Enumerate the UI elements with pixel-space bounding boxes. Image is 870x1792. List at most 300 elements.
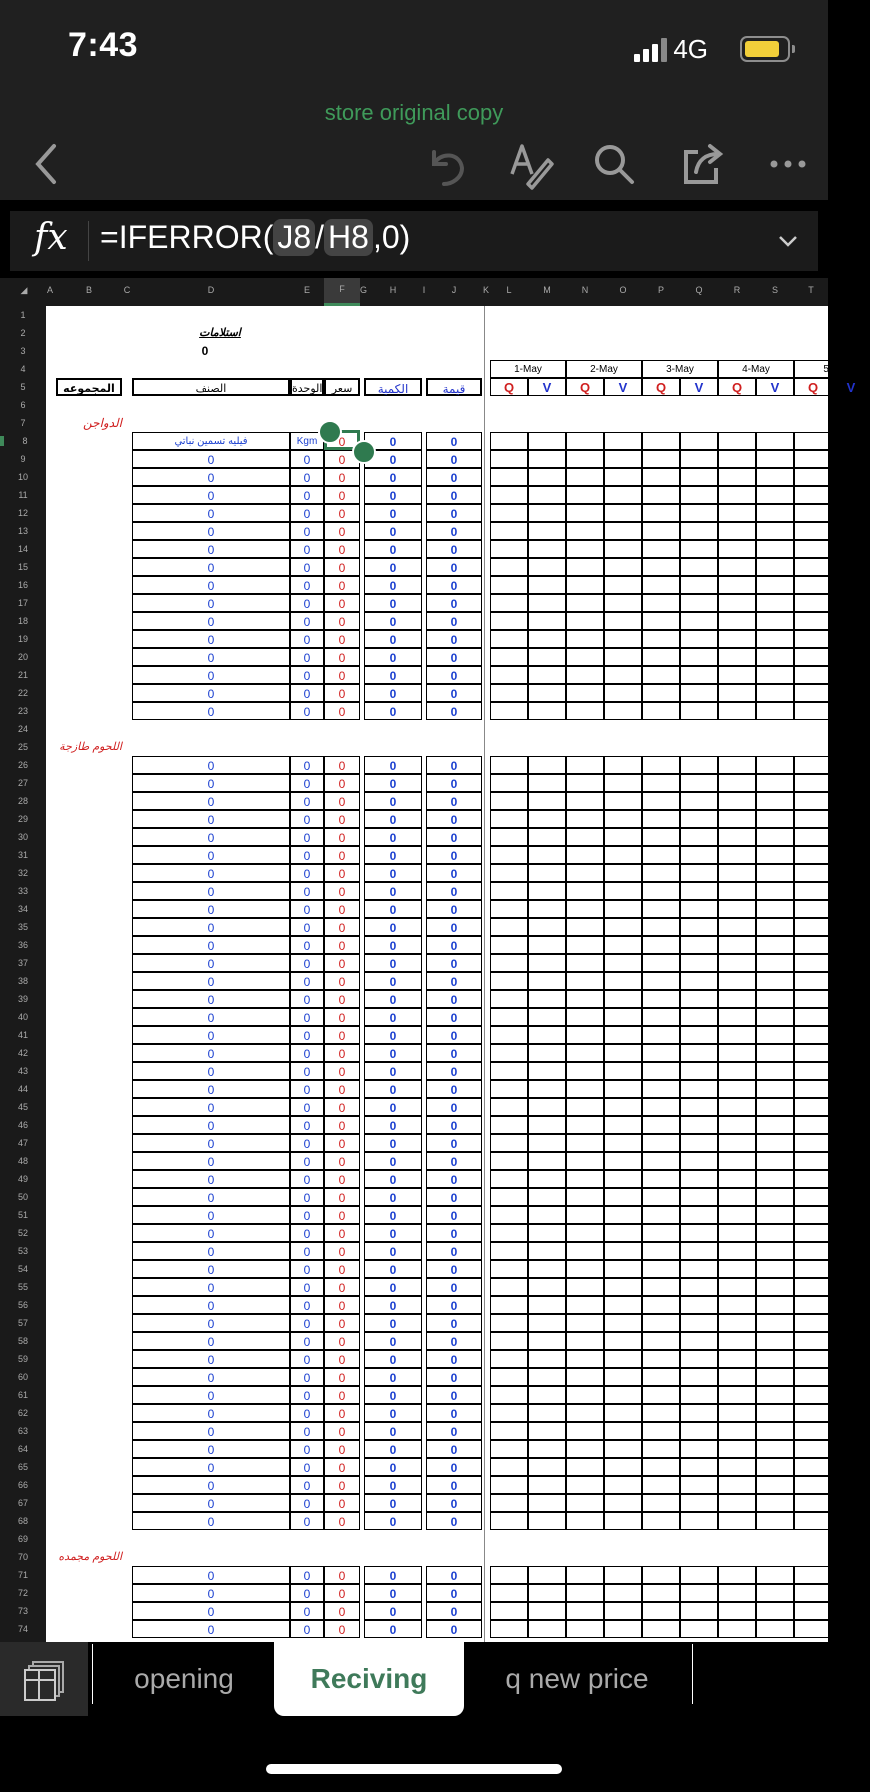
q-header[interactable]: Q: [566, 378, 604, 396]
day-cell[interactable]: [756, 486, 794, 504]
day-cell[interactable]: [680, 1206, 718, 1224]
row-header[interactable]: 41: [17, 1030, 28, 1040]
value-cell[interactable]: 0: [426, 1224, 482, 1242]
day-cell[interactable]: [756, 1422, 794, 1440]
day-cell[interactable]: [832, 1224, 870, 1242]
value-cell[interactable]: 0: [426, 1134, 482, 1152]
day-cell[interactable]: [832, 630, 870, 648]
day-cell[interactable]: [642, 486, 680, 504]
day-cell[interactable]: [604, 1494, 642, 1512]
day-cell[interactable]: [642, 1098, 680, 1116]
qty-cell[interactable]: 0: [364, 1404, 422, 1422]
day-cell[interactable]: [490, 756, 528, 774]
price-cell[interactable]: 0: [324, 468, 360, 486]
qty-cell[interactable]: 0: [364, 1620, 422, 1638]
day-cell[interactable]: [832, 1008, 870, 1026]
day-cell[interactable]: [490, 1170, 528, 1188]
day-cell[interactable]: [566, 522, 604, 540]
day-cell[interactable]: [566, 1080, 604, 1098]
day-cell[interactable]: [680, 486, 718, 504]
row-header[interactable]: 63: [17, 1426, 28, 1436]
day-cell[interactable]: [642, 972, 680, 990]
day-cell[interactable]: [680, 1026, 718, 1044]
day-cell[interactable]: [566, 1026, 604, 1044]
day-cell[interactable]: [680, 612, 718, 630]
day-cell[interactable]: [642, 846, 680, 864]
unit-cell[interactable]: 0: [290, 1602, 324, 1620]
value-cell[interactable]: 0: [426, 1044, 482, 1062]
day-cell[interactable]: [490, 432, 528, 450]
day-cell[interactable]: [604, 1368, 642, 1386]
value-cell[interactable]: 0: [426, 594, 482, 612]
day-cell[interactable]: [642, 594, 680, 612]
day-cell[interactable]: [528, 594, 566, 612]
day-cell[interactable]: [756, 1062, 794, 1080]
column-header-r[interactable]: R: [733, 285, 741, 295]
item-cell[interactable]: 0: [132, 864, 290, 882]
day-cell[interactable]: [680, 504, 718, 522]
day-cell[interactable]: [604, 1062, 642, 1080]
chevron-down-icon[interactable]: [776, 229, 800, 253]
item-cell[interactable]: 0: [132, 1620, 290, 1638]
price-cell[interactable]: 0: [324, 1080, 360, 1098]
header-item[interactable]: الصنف: [132, 378, 290, 396]
item-cell[interactable]: 0: [132, 666, 290, 684]
day-cell[interactable]: [642, 900, 680, 918]
qty-cell[interactable]: 0: [364, 1494, 422, 1512]
value-cell[interactable]: 0: [426, 630, 482, 648]
day-cell[interactable]: [794, 810, 832, 828]
day-cell[interactable]: [642, 774, 680, 792]
item-cell[interactable]: 0: [132, 882, 290, 900]
day-cell[interactable]: [642, 576, 680, 594]
date-header[interactable]: 4-May: [718, 360, 794, 378]
unit-cell[interactable]: 0: [290, 1566, 324, 1584]
day-cell[interactable]: [832, 540, 870, 558]
q-header[interactable]: Q: [794, 378, 832, 396]
day-cell[interactable]: [528, 1044, 566, 1062]
value-cell[interactable]: 0: [426, 756, 482, 774]
day-cell[interactable]: [794, 1566, 832, 1584]
day-cell[interactable]: [832, 702, 870, 720]
price-cell[interactable]: 0: [324, 540, 360, 558]
unit-cell[interactable]: 0: [290, 774, 324, 792]
item-cell[interactable]: 0: [132, 1224, 290, 1242]
row-header[interactable]: 26: [17, 760, 28, 770]
day-cell[interactable]: [718, 792, 756, 810]
day-cell[interactable]: [680, 1134, 718, 1152]
q-header[interactable]: Q: [490, 378, 528, 396]
day-cell[interactable]: [528, 522, 566, 540]
day-cell[interactable]: [680, 684, 718, 702]
day-cell[interactable]: [566, 1512, 604, 1530]
unit-cell[interactable]: 0: [290, 1296, 324, 1314]
day-cell[interactable]: [680, 1476, 718, 1494]
row-header[interactable]: 49: [17, 1174, 28, 1184]
item-cell[interactable]: 0: [132, 630, 290, 648]
day-cell[interactable]: [566, 432, 604, 450]
day-cell[interactable]: [566, 810, 604, 828]
day-cell[interactable]: [832, 792, 870, 810]
day-cell[interactable]: [642, 1620, 680, 1638]
unit-cell[interactable]: 0: [290, 864, 324, 882]
day-cell[interactable]: [832, 1350, 870, 1368]
value-cell[interactable]: 0: [426, 1602, 482, 1620]
day-cell[interactable]: [756, 1584, 794, 1602]
day-cell[interactable]: [490, 1116, 528, 1134]
day-cell[interactable]: [756, 1566, 794, 1584]
unit-cell[interactable]: 0: [290, 1404, 324, 1422]
day-cell[interactable]: [718, 1026, 756, 1044]
day-cell[interactable]: [566, 828, 604, 846]
qty-cell[interactable]: 0: [364, 1386, 422, 1404]
item-cell[interactable]: 0: [132, 1332, 290, 1350]
value-cell[interactable]: 0: [426, 1026, 482, 1044]
day-cell[interactable]: [642, 1152, 680, 1170]
day-cell[interactable]: [604, 1512, 642, 1530]
unit-cell[interactable]: 0: [290, 1152, 324, 1170]
qty-cell[interactable]: 0: [364, 900, 422, 918]
item-cell[interactable]: 0: [132, 702, 290, 720]
day-cell[interactable]: [604, 612, 642, 630]
day-cell[interactable]: [490, 792, 528, 810]
unit-cell[interactable]: 0: [290, 756, 324, 774]
day-cell[interactable]: [604, 1386, 642, 1404]
day-cell[interactable]: [832, 774, 870, 792]
day-cell[interactable]: [832, 1152, 870, 1170]
day-cell[interactable]: [566, 1350, 604, 1368]
day-cell[interactable]: [642, 1332, 680, 1350]
day-cell[interactable]: [680, 594, 718, 612]
price-cell[interactable]: 0: [324, 1404, 360, 1422]
day-cell[interactable]: [718, 864, 756, 882]
day-cell[interactable]: [718, 828, 756, 846]
day-cell[interactable]: [680, 828, 718, 846]
qty-cell[interactable]: 0: [364, 540, 422, 558]
day-cell[interactable]: [680, 1368, 718, 1386]
v-header[interactable]: V: [756, 378, 794, 396]
spreadsheet-grid[interactable]: [0, 278, 856, 1642]
day-cell[interactable]: [718, 450, 756, 468]
value-cell[interactable]: 0: [426, 1332, 482, 1350]
day-cell[interactable]: [566, 900, 604, 918]
price-cell[interactable]: 0: [324, 792, 360, 810]
day-cell[interactable]: [794, 1206, 832, 1224]
day-cell[interactable]: [794, 612, 832, 630]
day-cell[interactable]: [832, 1296, 870, 1314]
item-cell[interactable]: 0: [132, 540, 290, 558]
column-header-d[interactable]: D: [207, 285, 215, 295]
day-cell[interactable]: [528, 1584, 566, 1602]
column-header-f[interactable]: F: [324, 278, 360, 306]
day-cell[interactable]: [566, 1386, 604, 1404]
day-cell[interactable]: [490, 1386, 528, 1404]
day-cell[interactable]: [490, 1260, 528, 1278]
day-cell[interactable]: [490, 882, 528, 900]
value-cell[interactable]: 0: [426, 666, 482, 684]
day-cell[interactable]: [490, 1350, 528, 1368]
day-cell[interactable]: [642, 990, 680, 1008]
unit-cell[interactable]: 0: [290, 900, 324, 918]
day-cell[interactable]: [794, 1098, 832, 1116]
qty-cell[interactable]: 0: [364, 1260, 422, 1278]
price-cell[interactable]: 0: [324, 990, 360, 1008]
day-cell[interactable]: [718, 1458, 756, 1476]
day-cell[interactable]: [756, 828, 794, 846]
day-cell[interactable]: [832, 594, 870, 612]
day-cell[interactable]: [756, 1260, 794, 1278]
day-cell[interactable]: [604, 1152, 642, 1170]
qty-cell[interactable]: 0: [364, 1332, 422, 1350]
item-cell[interactable]: 0: [132, 1134, 290, 1152]
day-cell[interactable]: [680, 1422, 718, 1440]
price-cell[interactable]: 0: [324, 684, 360, 702]
day-cell[interactable]: [490, 1152, 528, 1170]
day-cell[interactable]: [718, 684, 756, 702]
day-cell[interactable]: [604, 1620, 642, 1638]
day-cell[interactable]: [642, 1602, 680, 1620]
day-cell[interactable]: [566, 576, 604, 594]
day-cell[interactable]: [528, 450, 566, 468]
day-cell[interactable]: [832, 1386, 870, 1404]
day-cell[interactable]: [490, 1188, 528, 1206]
day-cell[interactable]: [642, 1512, 680, 1530]
day-cell[interactable]: [490, 486, 528, 504]
day-cell[interactable]: [794, 792, 832, 810]
day-cell[interactable]: [490, 1422, 528, 1440]
item-cell[interactable]: فيليه تسمين نباتي: [132, 432, 290, 450]
value-cell[interactable]: 0: [426, 1584, 482, 1602]
day-cell[interactable]: [832, 1422, 870, 1440]
share-icon[interactable]: [676, 138, 728, 190]
day-cell[interactable]: [642, 1476, 680, 1494]
day-cell[interactable]: [680, 1566, 718, 1584]
item-cell[interactable]: 0: [132, 1458, 290, 1476]
header-group[interactable]: المجموعه: [56, 378, 122, 396]
qty-cell[interactable]: 0: [364, 1566, 422, 1584]
row-header[interactable]: 27: [17, 778, 28, 788]
day-cell[interactable]: [794, 1242, 832, 1260]
row-header[interactable]: 28: [17, 796, 28, 806]
day-cell[interactable]: [604, 1278, 642, 1296]
day-cell[interactable]: [604, 432, 642, 450]
day-cell[interactable]: [832, 864, 870, 882]
day-cell[interactable]: [832, 504, 870, 522]
day-cell[interactable]: [718, 1008, 756, 1026]
day-cell[interactable]: [528, 1404, 566, 1422]
day-cell[interactable]: [832, 1188, 870, 1206]
day-cell[interactable]: [528, 846, 566, 864]
sheets-overview-button[interactable]: [0, 1642, 88, 1716]
value-cell[interactable]: 0: [426, 882, 482, 900]
day-cell[interactable]: [604, 540, 642, 558]
day-cell[interactable]: [832, 648, 870, 666]
day-cell[interactable]: [604, 864, 642, 882]
value-cell[interactable]: 0: [426, 990, 482, 1008]
value-cell[interactable]: 0: [426, 576, 482, 594]
day-cell[interactable]: [566, 1224, 604, 1242]
value-cell[interactable]: 0: [426, 468, 482, 486]
value-cell[interactable]: 0: [426, 702, 482, 720]
day-cell[interactable]: [528, 1566, 566, 1584]
day-cell[interactable]: [718, 1476, 756, 1494]
day-cell[interactable]: [756, 1134, 794, 1152]
day-cell[interactable]: [566, 990, 604, 1008]
unit-cell[interactable]: 0: [290, 1188, 324, 1206]
item-cell[interactable]: 0: [132, 1314, 290, 1332]
row-header[interactable]: 45: [17, 1102, 28, 1112]
item-cell[interactable]: 0: [132, 1350, 290, 1368]
day-cell[interactable]: [794, 1422, 832, 1440]
row-header[interactable]: 51: [17, 1210, 28, 1220]
value-cell[interactable]: 0: [426, 1422, 482, 1440]
price-cell[interactable]: 0: [324, 594, 360, 612]
day-cell[interactable]: [756, 522, 794, 540]
day-cell[interactable]: [794, 1080, 832, 1098]
price-cell[interactable]: 0: [324, 612, 360, 630]
day-cell[interactable]: [528, 576, 566, 594]
day-cell[interactable]: [642, 1062, 680, 1080]
day-cell[interactable]: [832, 558, 870, 576]
unit-cell[interactable]: 0: [290, 1458, 324, 1476]
day-cell[interactable]: [642, 918, 680, 936]
day-cell[interactable]: [604, 1080, 642, 1098]
row-header[interactable]: 30: [17, 832, 28, 842]
value-cell[interactable]: 0: [426, 540, 482, 558]
item-cell[interactable]: 0: [132, 1368, 290, 1386]
value-cell[interactable]: 0: [426, 1152, 482, 1170]
item-cell[interactable]: 0: [132, 936, 290, 954]
day-cell[interactable]: [528, 1134, 566, 1152]
day-cell[interactable]: [566, 558, 604, 576]
day-cell[interactable]: [604, 1116, 642, 1134]
item-cell[interactable]: 0: [132, 900, 290, 918]
qty-cell[interactable]: 0: [364, 594, 422, 612]
day-cell[interactable]: [680, 756, 718, 774]
price-cell[interactable]: 0: [324, 828, 360, 846]
day-cell[interactable]: [490, 666, 528, 684]
day-cell[interactable]: [718, 882, 756, 900]
row-header[interactable]: 46: [17, 1120, 28, 1130]
row-header[interactable]: 54: [17, 1264, 28, 1274]
item-cell[interactable]: 0: [132, 1440, 290, 1458]
day-cell[interactable]: [642, 1080, 680, 1098]
price-cell[interactable]: 0: [324, 1296, 360, 1314]
day-cell[interactable]: [642, 648, 680, 666]
day-cell[interactable]: [680, 1314, 718, 1332]
value-cell[interactable]: 0: [426, 450, 482, 468]
row-header[interactable]: 64: [17, 1444, 28, 1454]
row-header[interactable]: 34: [17, 904, 28, 914]
day-cell[interactable]: [642, 612, 680, 630]
day-cell[interactable]: [794, 1152, 832, 1170]
day-cell[interactable]: [794, 1386, 832, 1404]
price-cell[interactable]: 0: [324, 1206, 360, 1224]
day-cell[interactable]: [490, 450, 528, 468]
unit-cell[interactable]: 0: [290, 1494, 324, 1512]
day-cell[interactable]: [528, 954, 566, 972]
day-cell[interactable]: [680, 1602, 718, 1620]
price-cell[interactable]: 0: [324, 1584, 360, 1602]
day-cell[interactable]: [490, 954, 528, 972]
price-cell[interactable]: 0: [324, 1044, 360, 1062]
section-label[interactable]: اللحوم مجمده: [58, 1551, 122, 1563]
day-cell[interactable]: [604, 1296, 642, 1314]
day-cell[interactable]: [680, 1260, 718, 1278]
price-cell[interactable]: 0: [324, 918, 360, 936]
day-cell[interactable]: [604, 900, 642, 918]
day-cell[interactable]: [832, 1170, 870, 1188]
price-cell[interactable]: 0: [324, 1116, 360, 1134]
tab-opening[interactable]: opening: [134, 1663, 234, 1694]
day-cell[interactable]: [756, 1350, 794, 1368]
day-cell[interactable]: [756, 810, 794, 828]
day-cell[interactable]: [680, 648, 718, 666]
day-cell[interactable]: [756, 1152, 794, 1170]
price-cell[interactable]: 0: [324, 666, 360, 684]
day-cell[interactable]: [642, 1278, 680, 1296]
day-cell[interactable]: [718, 1404, 756, 1422]
day-cell[interactable]: [680, 576, 718, 594]
day-cell[interactable]: [604, 954, 642, 972]
day-cell[interactable]: [490, 1440, 528, 1458]
qty-cell[interactable]: 0: [364, 648, 422, 666]
day-cell[interactable]: [756, 846, 794, 864]
row-header[interactable]: 13: [17, 526, 28, 536]
day-cell[interactable]: [604, 1602, 642, 1620]
qty-cell[interactable]: 0: [364, 1116, 422, 1134]
day-cell[interactable]: [718, 558, 756, 576]
day-cell[interactable]: [832, 972, 870, 990]
qty-cell[interactable]: 0: [364, 954, 422, 972]
day-cell[interactable]: [642, 1296, 680, 1314]
day-cell[interactable]: [832, 1584, 870, 1602]
day-cell[interactable]: [718, 540, 756, 558]
day-cell[interactable]: [680, 792, 718, 810]
day-cell[interactable]: [528, 972, 566, 990]
column-header-c[interactable]: C: [123, 285, 131, 295]
value-cell[interactable]: 0: [426, 432, 482, 450]
qty-cell[interactable]: 0: [364, 1314, 422, 1332]
unit-cell[interactable]: 0: [290, 558, 324, 576]
day-cell[interactable]: [490, 1314, 528, 1332]
unit-cell[interactable]: 0: [290, 936, 324, 954]
unit-cell[interactable]: 0: [290, 630, 324, 648]
day-cell[interactable]: [794, 1062, 832, 1080]
value-cell[interactable]: 0: [426, 1494, 482, 1512]
day-cell[interactable]: [566, 1116, 604, 1134]
day-cell[interactable]: [604, 450, 642, 468]
day-cell[interactable]: [680, 774, 718, 792]
day-cell[interactable]: [604, 936, 642, 954]
day-cell[interactable]: [642, 1350, 680, 1368]
day-cell[interactable]: [604, 882, 642, 900]
day-cell[interactable]: [528, 774, 566, 792]
day-cell[interactable]: [756, 972, 794, 990]
day-cell[interactable]: [794, 1404, 832, 1422]
day-cell[interactable]: [794, 1026, 832, 1044]
day-cell[interactable]: [756, 1098, 794, 1116]
day-cell[interactable]: [680, 900, 718, 918]
column-header-t[interactable]: T: [808, 285, 814, 295]
day-cell[interactable]: [794, 1476, 832, 1494]
day-cell[interactable]: [756, 900, 794, 918]
day-cell[interactable]: [794, 1440, 832, 1458]
day-cell[interactable]: [718, 1422, 756, 1440]
qty-cell[interactable]: 0: [364, 612, 422, 630]
day-cell[interactable]: [566, 864, 604, 882]
qty-cell[interactable]: 0: [364, 1278, 422, 1296]
